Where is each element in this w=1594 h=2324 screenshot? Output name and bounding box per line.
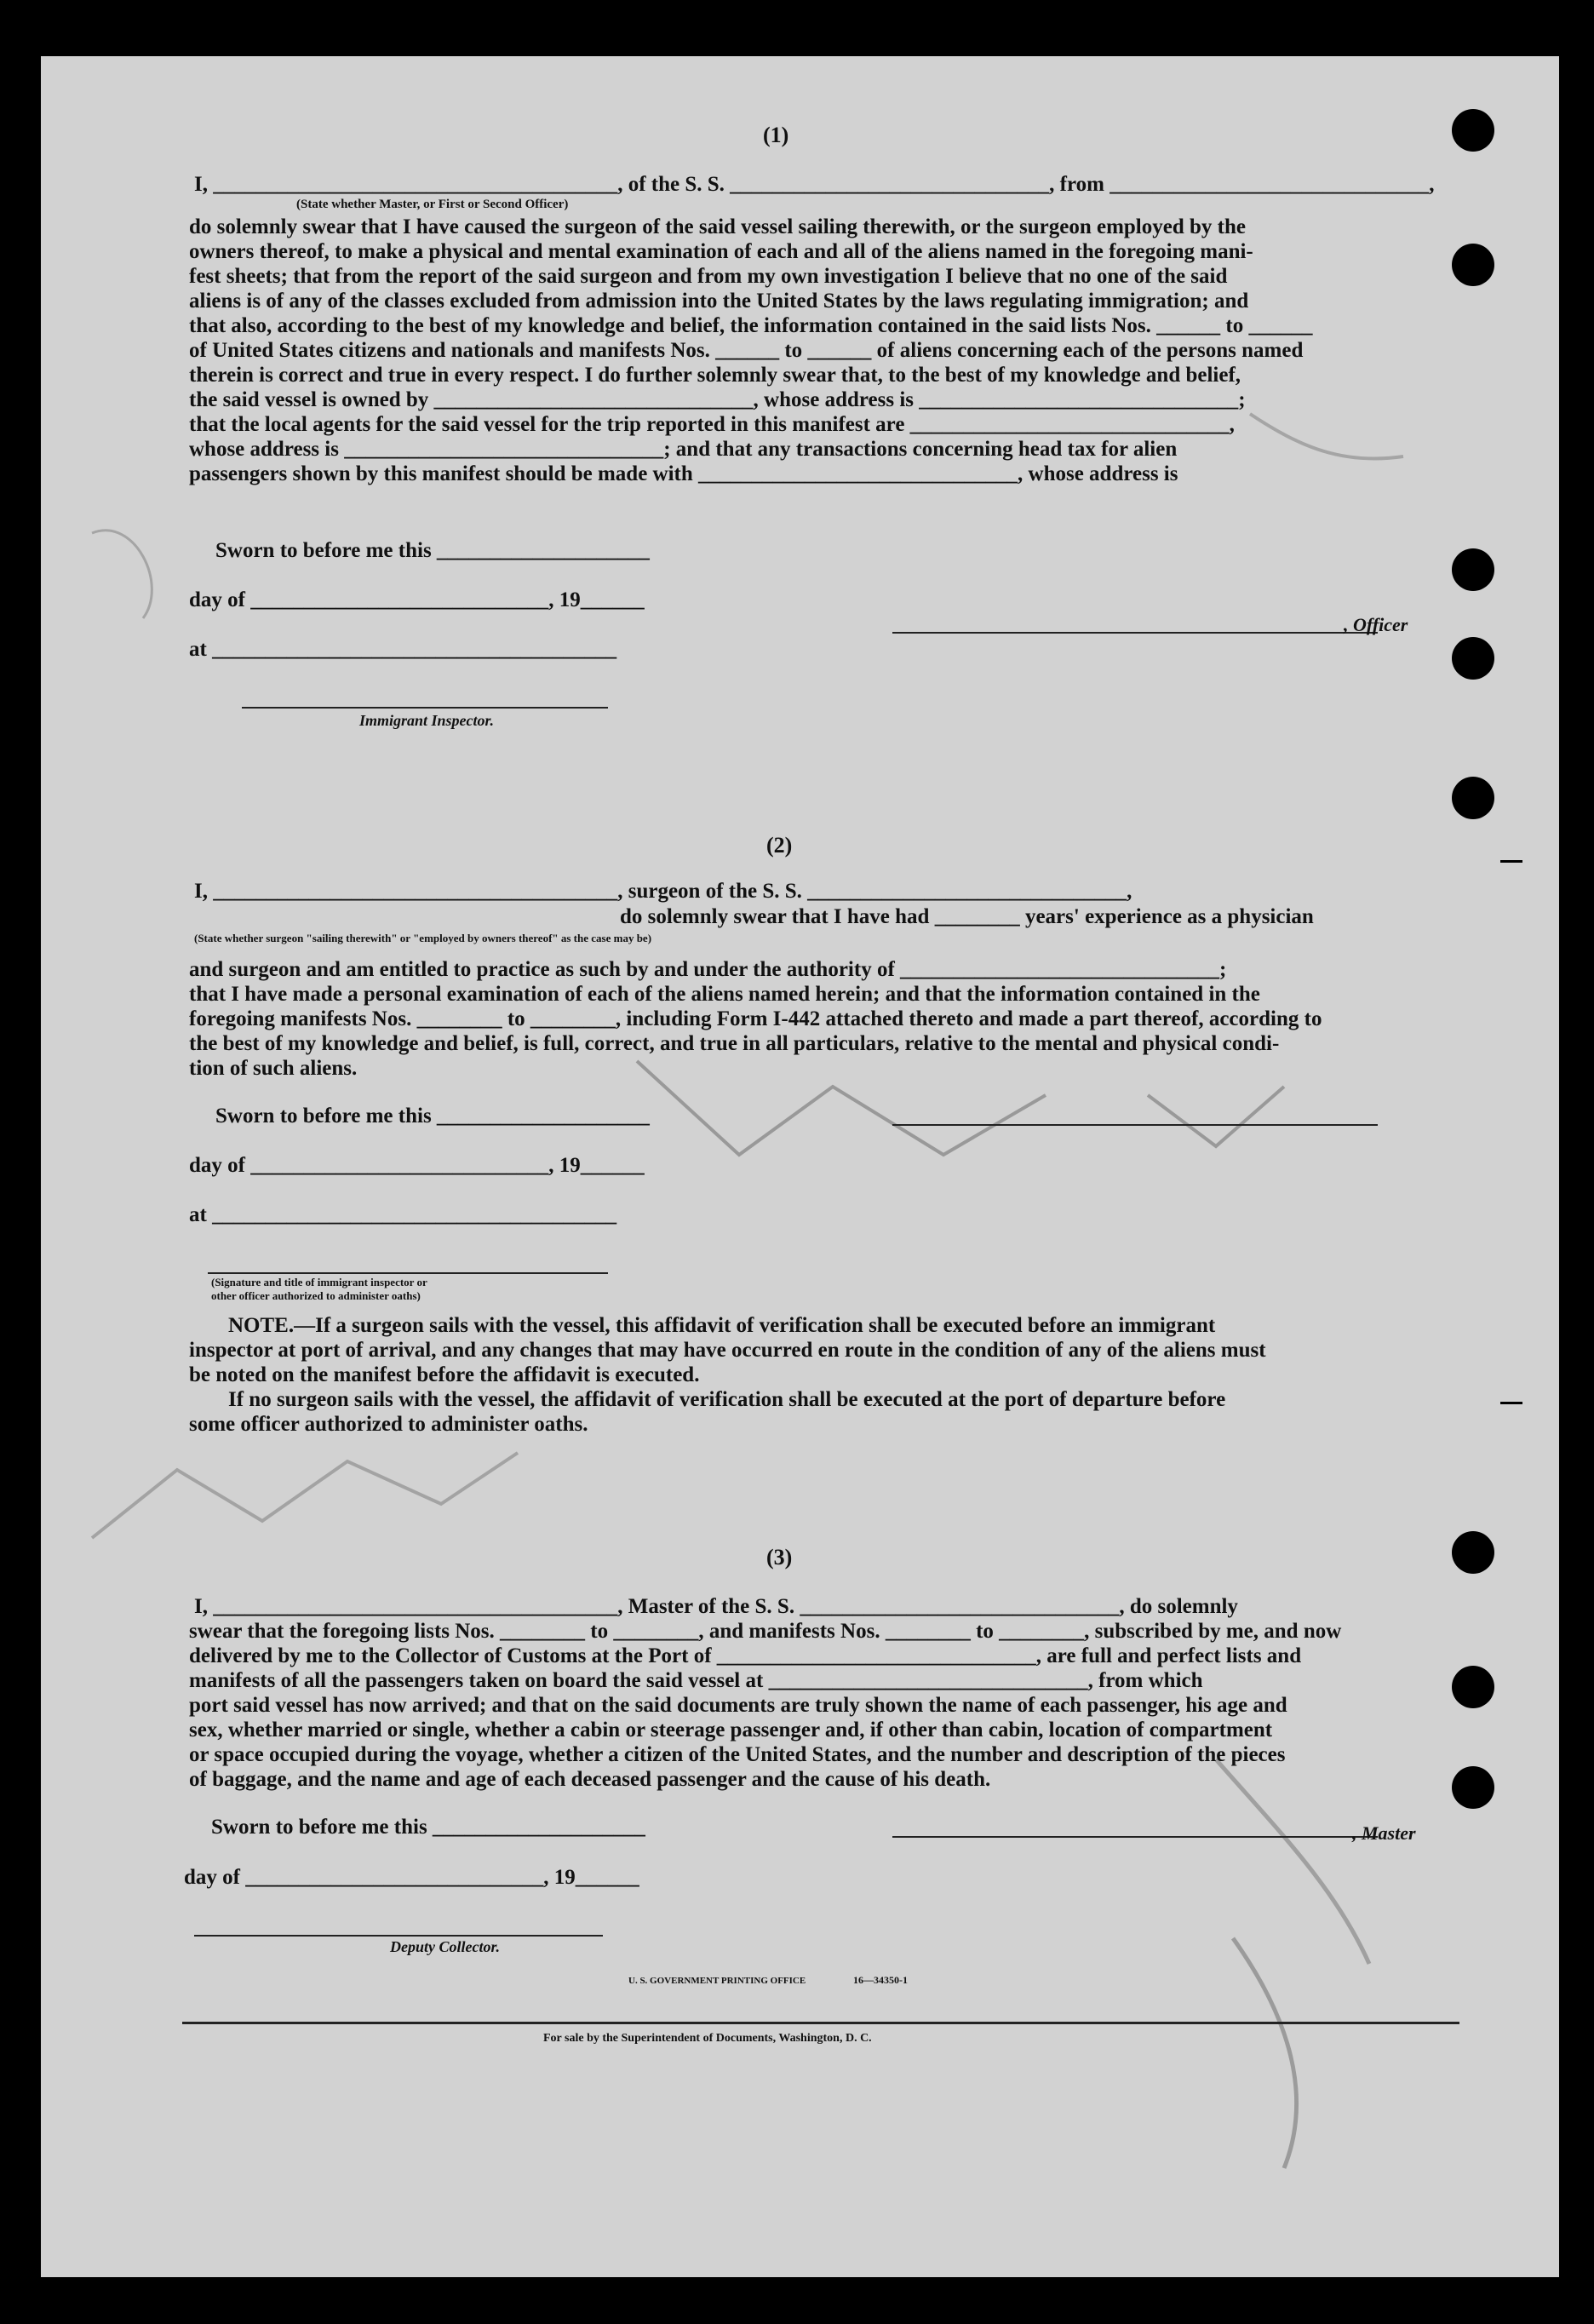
section2-sig-caption: (Signature and title of immigrant inspector or [211, 1276, 427, 1288]
section3-master-title: , Master [1352, 1822, 1416, 1844]
section2-note-line: If no surgeon sails with the vessel, the affidavit of verification shall be executed at the port of departure before [228, 1388, 1226, 1411]
section1-caption: (State whether Master, or First or Second Officer) [296, 198, 569, 211]
section2-para-line: the best of my knowledge and belief, is full, correct, and true in all particulars, relative to the mental and physical condi- [189, 1032, 1280, 1055]
section2-para-line: tion of such aliens. [189, 1057, 358, 1080]
binder-hole [1452, 1531, 1494, 1574]
gpo-imprint: U. S. GOVERNMENT PRINTING OFFICE [628, 1976, 806, 1986]
section3-para-line: port said vessel has now arrived; and that on the said documents are truly shown the name of each passenger, his age and [189, 1694, 1287, 1717]
section2-note-line: some officer authorized to administer oaths. [189, 1413, 588, 1436]
inspector-signature-line [208, 1272, 608, 1274]
binder-hole [1452, 777, 1494, 819]
section1-number: (1) [763, 123, 789, 147]
section1-para-line: owners thereof, to make a physical and mental examination of each and all of the aliens named in the foregoing mani- [189, 240, 1253, 263]
section1-para-line: whose address is ______________________________; and that any transactions concerning head tax for alien [189, 438, 1178, 461]
section2-para-line: foregoing manifests Nos. ________ to ________, including Form I-442 attached thereto and made a part thereof, according to [189, 1007, 1322, 1030]
section3-number: (3) [766, 1545, 793, 1569]
section1-officer-title: , Officer [1344, 614, 1408, 635]
section2-oath-line: I, ______________________________________, surgeon of the S. S. ______________________________, [194, 880, 1132, 903]
section2-note-line: NOTE.—If a surgeon sails with the vessel, this affidavit of verification shall be executed before an immigrant [228, 1314, 1216, 1337]
binder-hole [1452, 109, 1494, 152]
section1-para-line: that also, according to the best of my knowledge and belief, the information contained in the said lists Nos. ______ to ______ [189, 314, 1313, 337]
section1-para-line: of United States citizens and nationals and manifests Nos. ______ to ______ of aliens concerning each of the persons named [189, 339, 1304, 362]
section1-para-line: therein is correct and true in every respect. I do further solemnly swear that, to the best of my knowledge and belief, [189, 364, 1241, 387]
footer-rule [182, 2022, 1459, 2024]
surgeon-signature-line [892, 1124, 1378, 1126]
section2-oath-line-2: do solemnly swear that I have had ________ years' experience as a physician [620, 905, 1314, 928]
section3-para-line: of baggage, and the name and age of each deceased passenger and the cause of his death. [189, 1768, 991, 1791]
manifest-sheet [41, 56, 1559, 2277]
section1-para-line: that the local agents for the said vessel for the trip reported in this manifest are ______________________________, [189, 413, 1235, 436]
section3-para-line: manifests of all the passengers taken on board the said vessel at ______________________________, from which [189, 1669, 1203, 1692]
section1-sworn: Sworn to before me this ____________________ [215, 539, 650, 562]
tick-mark [1500, 860, 1522, 863]
section1-para-line: fest sheets; that from the report of the said surgeon and from my own investigation I believe that no one of the said [189, 265, 1228, 288]
section1-inspector-title: Immigrant Inspector. [359, 712, 495, 729]
section2-at: at ______________________________________ [189, 1203, 617, 1226]
section2-number: (2) [766, 833, 793, 858]
collector-signature-line [194, 1935, 603, 1937]
section1-oath-line: I, ______________________________________, of the S. S. ______________________________, from ______________________________, [194, 173, 1435, 196]
section2-caption: (State whether surgeon "sailing therewith" or "employed by owners thereof" as the case may be) [194, 932, 652, 944]
section3-sworn: Sworn to before me this ____________________ [211, 1816, 645, 1839]
form-number: 16—34350-1 [853, 1974, 908, 1986]
section3-collector-title: Deputy Collector. [390, 1938, 500, 1955]
section3-para-line: swear that the foregoing lists Nos. ________ to ________, and manifests Nos. ________ to ________, subscribed by me, and now [189, 1620, 1342, 1643]
section3-para-line: delivered by me to the Collector of Customs at the Port of ______________________________, are full and perfect lists and [189, 1644, 1302, 1667]
section3-para-line: I, ______________________________________, Master of the S. S. ______________________________, do solemnly [194, 1595, 1238, 1618]
section2-sig-caption: other officer authorized to administer oaths) [211, 1289, 421, 1302]
section3-para-line: sex, whether married or single, whether a cabin or steerage passenger and, if other than cabin, location of compartment [189, 1719, 1273, 1742]
section1-day-of: day of ____________________________, 19______ [189, 588, 645, 611]
section3-day-of: day of ____________________________, 19______ [184, 1866, 639, 1889]
section1-para-line: do solemnly swear that I have caused the surgeon of the said vessel sailing therewith, or the surgeon employed by the [189, 215, 1246, 238]
section2-sworn: Sworn to before me this ____________________ [215, 1105, 650, 1128]
section2-day-of: day of ____________________________, 19______ [189, 1154, 645, 1177]
section1-para-line: passengers shown by this manifest should be made with ______________________________, whose address is [189, 462, 1178, 485]
section2-note-line: be noted on the manifest before the affidavit is executed. [189, 1363, 700, 1386]
section3-para-line: or space occupied during the voyage, whether a citizen of the United States, and the number and description of the pieces [189, 1743, 1286, 1766]
section1-para-line: aliens is of any of the classes excluded from admission into the United States by the laws regulating immigration; and [189, 290, 1249, 313]
master-signature-line [892, 1836, 1378, 1838]
inspector-signature-line [242, 707, 608, 709]
officer-signature-line [892, 632, 1378, 634]
section1-at: at ______________________________________ [189, 638, 617, 661]
section2-para-line: and surgeon and am entitled to practice as such by and under the authority of ______________________________; [189, 958, 1227, 981]
section2-para-line: that I have made a personal examination of each of the aliens named herein; and that the information contained in the [189, 983, 1260, 1006]
sale-notice: For sale by the Superintendent of Documents, Washington, D. C. [543, 2032, 872, 2045]
section1-para-line: the said vessel is owned by ______________________________, whose address is ______________________________; [189, 388, 1246, 411]
section2-note-line: inspector at port of arrival, and any changes that may have occurred en route in the condition of any of the aliens must [189, 1339, 1266, 1362]
